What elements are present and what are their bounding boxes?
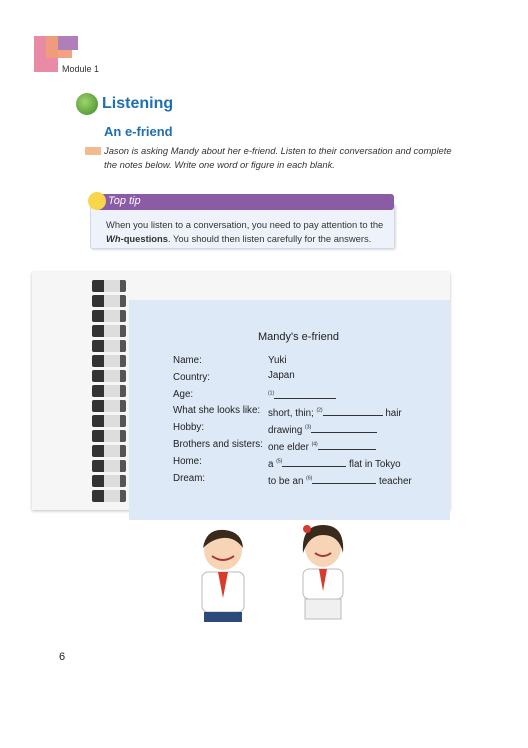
tip-text-dash: - — [120, 233, 124, 244]
notes-value-home — [268, 456, 401, 470]
notes-label-country: Country: — [173, 372, 211, 383]
page-number: 6 — [59, 651, 66, 663]
notes-title: Mandy's e-friend — [258, 331, 339, 343]
section-subtitle: An e-friend — [104, 124, 173, 139]
notes-value-text: a — [268, 459, 274, 470]
notes-value-hobby — [268, 422, 377, 436]
blank-number: (5) — [276, 458, 283, 465]
blank-number: (1) — [268, 390, 275, 397]
answer-blank-3[interactable] — [311, 422, 377, 433]
notes-value-looks — [268, 405, 402, 419]
instruction-marker-icon — [85, 147, 101, 155]
tip-text-part: When you listen to a conversation, you need to pay attention to the — [106, 219, 384, 230]
answer-blank-4[interactable] — [318, 439, 376, 450]
notes-label-looks: What she looks like: — [173, 405, 261, 416]
notes-value-age — [268, 388, 336, 402]
instructions-text: Jason is asking Mandy about her e-friend. Listen to their conversation and complete the notes below. Write one word or figure in each blank. — [104, 145, 452, 170]
answer-blank-2[interactable] — [323, 405, 383, 416]
lightbulb-icon — [88, 192, 106, 210]
spiral-binding — [92, 280, 126, 505]
tip-title: Top tip — [108, 195, 141, 207]
notes-after-text: flat in Tokyo — [349, 459, 401, 470]
notes-value-siblings — [268, 439, 376, 453]
section-title: Listening — [102, 95, 174, 112]
boy-illustration — [190, 528, 260, 624]
notes-label-hobby: Hobby: — [173, 422, 205, 433]
notes-label-age: Age: — [173, 389, 194, 400]
notes-label-home: Home: — [173, 456, 202, 467]
tip-text-bold-wh: Wh — [106, 233, 121, 244]
girl-illustration — [293, 523, 359, 623]
blank-number: (4) — [311, 441, 318, 448]
tip-text-part: . You should then listen carefully for the answers. — [167, 233, 372, 244]
notes-value-text: one elder — [268, 442, 309, 453]
blank-number: (6) — [306, 475, 313, 482]
headphones-icon — [76, 93, 98, 115]
blank-number: (3) — [305, 424, 312, 431]
notes-value-text: short, thin; — [268, 408, 314, 419]
module-label: Module 1 — [62, 64, 100, 74]
notes-after-text: teacher — [379, 476, 412, 487]
tip-text-bold-questions: questions — [123, 233, 168, 244]
notes-label-siblings: Brothers and sisters: — [173, 439, 263, 450]
module-logo-purple — [58, 36, 78, 50]
answer-blank-6[interactable] — [312, 473, 376, 484]
blank-number: (2) — [316, 407, 323, 414]
notes-label-name: Name: — [173, 355, 202, 366]
notes-value-text: drawing — [268, 425, 303, 436]
notes-value-name: Yuki — [268, 355, 287, 366]
notes-after-text: hair — [385, 408, 402, 419]
notes-value-country: Japan — [268, 370, 295, 381]
answer-blank-1[interactable] — [274, 388, 336, 399]
notes-value-dream — [268, 473, 412, 487]
tip-text — [106, 218, 390, 246]
notes-value-text: to be an — [268, 476, 304, 487]
notes-label-dream: Dream: — [173, 473, 206, 484]
answer-blank-5[interactable] — [282, 456, 346, 467]
